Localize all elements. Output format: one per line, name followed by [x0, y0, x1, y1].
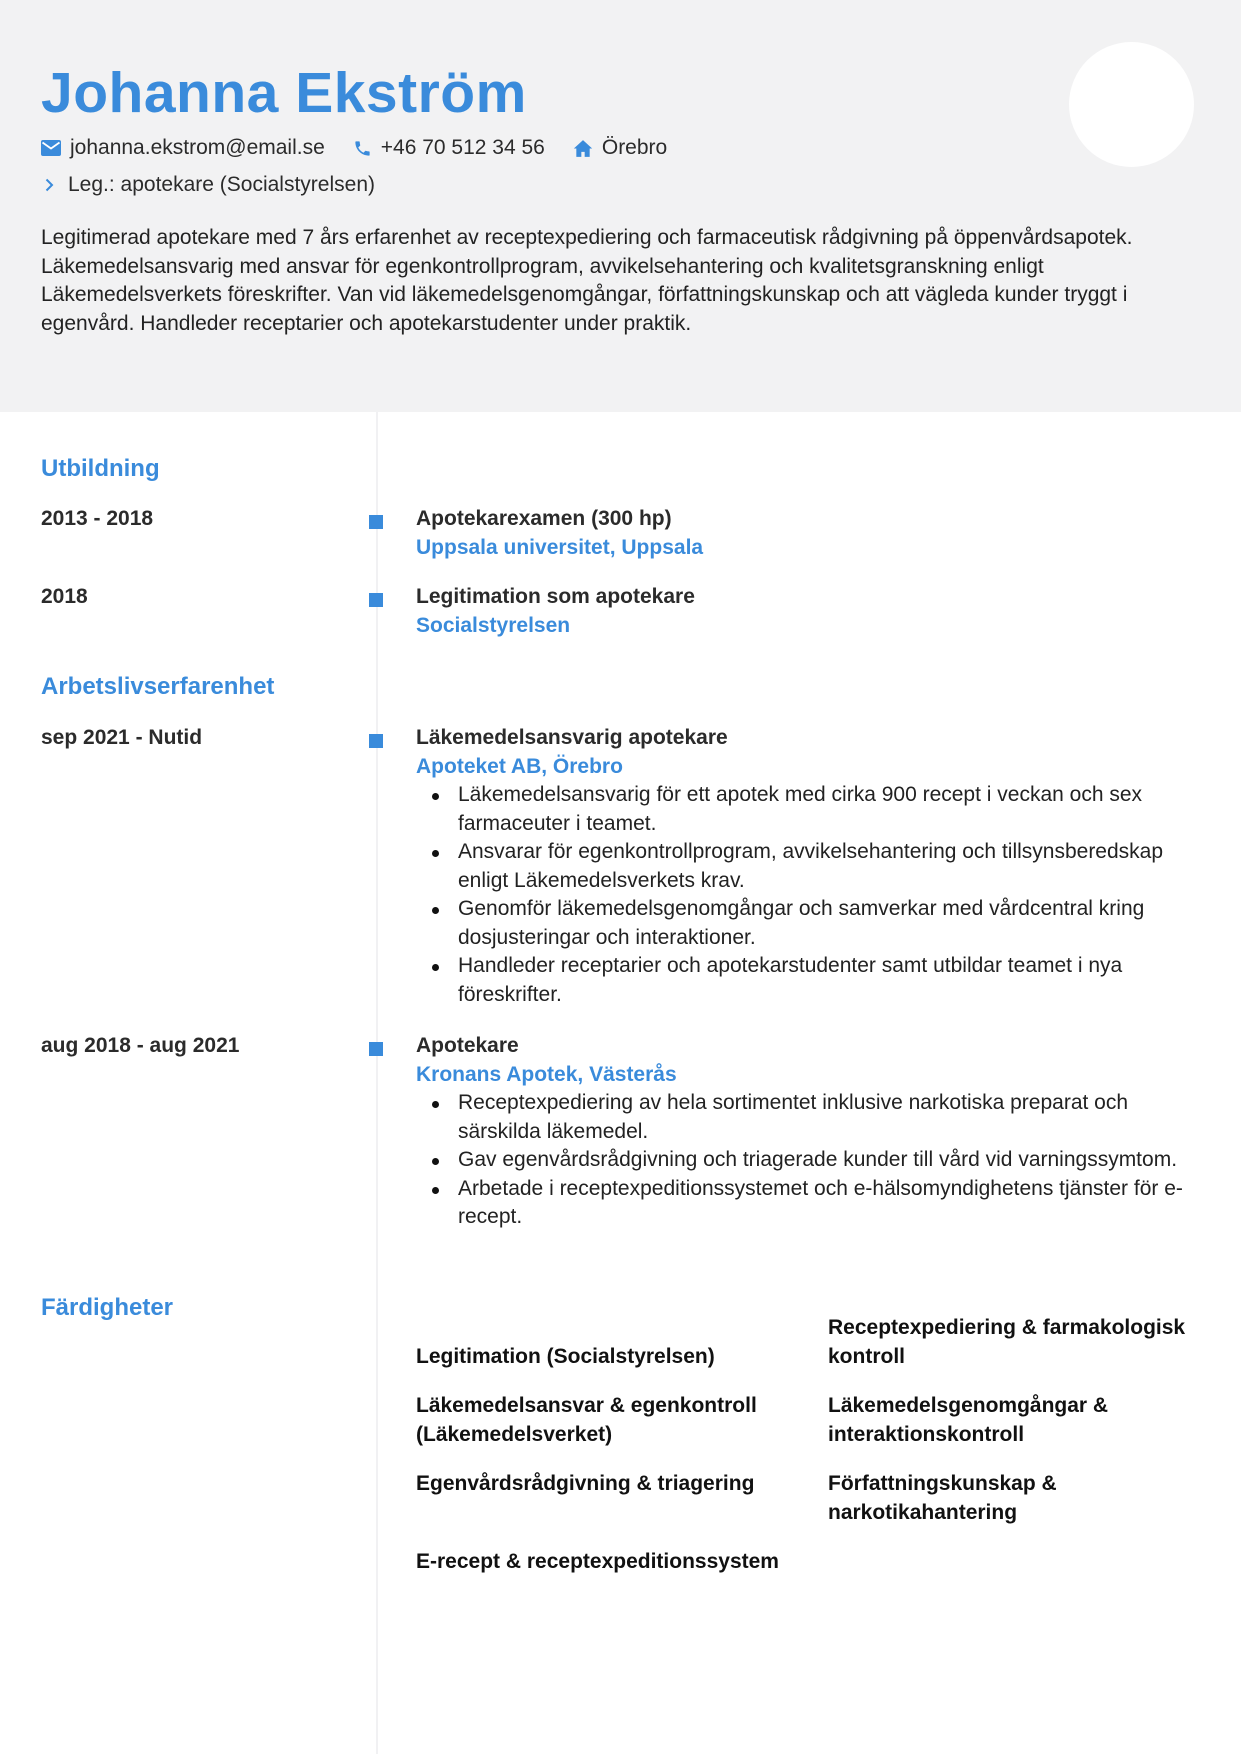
job-employer: Kronans Apotek, Västerås	[416, 1063, 677, 1086]
email-text: johanna.ekstrom@email.se	[70, 136, 325, 159]
skill-item: Läkemedelsgenomgångar & interaktionskontroll	[828, 1394, 1109, 1446]
license-text: Leg.: apotekare (Socialstyrelsen)	[68, 173, 375, 196]
home-icon	[573, 139, 593, 158]
candidate-name: Johanna Ekström	[41, 61, 527, 125]
contact-email[interactable]	[41, 136, 325, 160]
job-bullet: Arbetade i receptexpeditionssystemet och e-hälsomyndighetens tjänster för e-recept.	[416, 1175, 1196, 1232]
job-bullets	[416, 1089, 1196, 1232]
profile-summary: Legitimerad apotekare med 7 års erfarenhet av receptexpediering och farmaceutisk rådgivning på öppenvårdsapotek. Läkemedelsansvarig med ansvar för egenkontrollprogram, avvikelsehantering och kvalitetsgranskning enligt Läkemedelsverkets föreskrifter. Van vid läkemedelsgenomgångar, författningskunskap och att vägleda kunder tryggt i egenvård. Handleder receptarier och apotekarstudenter under praktik.	[41, 226, 1133, 336]
job-bullet: Ansvarar för egenkontrollprogram, avvikelsehantering och tillsynsberedskap enligt Läkemedelsverkets krav.	[416, 838, 1196, 895]
job-bullet: Genomför läkemedelsgenomgångar och samverkar med vårdcentral kring dosjusteringar och interaktioner.	[416, 895, 1196, 952]
education-school: Socialstyrelsen	[416, 614, 571, 637]
skill-item: Receptexpediering & farmakologisk kontroll	[828, 1316, 1186, 1368]
timeline-marker	[369, 593, 383, 607]
contact-row	[41, 133, 695, 163]
job-bullet: Handleder receptarier och apotekarstudenter samt utbildar teamet i nya föreskrifter.	[416, 952, 1196, 1009]
phone-icon	[353, 139, 372, 158]
contact-city	[573, 136, 667, 160]
education-date: 2013 - 2018	[41, 507, 154, 530]
education-degree: Apotekarexamen (300 hp)	[416, 507, 672, 530]
skill-item: Legitimation (Socialstyrelsen)	[416, 1345, 715, 1368]
skill-item: Egenvårdsrådgivning & triagering	[416, 1472, 755, 1495]
timeline-marker	[369, 734, 383, 748]
experience-date: sep 2021 - Nutid	[41, 726, 203, 749]
skills-heading: Färdigheter	[41, 1294, 174, 1321]
city-text: Örebro	[601, 136, 668, 159]
job-bullet: Receptexpediering av hela sortimentet inklusive narkotiska preparat och särskilda läkemedel.	[416, 1089, 1196, 1146]
email-icon	[41, 140, 61, 156]
experience-date: aug 2018 - aug 2021	[41, 1034, 240, 1057]
job-employer: Apoteket AB, Örebro	[416, 755, 623, 778]
job-bullet: Gav egenvårdsrådgivning och triagerade kunder till vård vid varningssymtom.	[416, 1146, 1196, 1175]
chevron-right-icon	[45, 178, 54, 192]
job-bullets	[416, 781, 1196, 1009]
phone-text: +46 70 512 34 56	[380, 136, 545, 159]
education-degree: Legitimation som apotekare	[416, 585, 695, 608]
experience-entry	[416, 723, 1196, 1009]
job-bullet: Läkemedelsansvarig för ett apotek med cirka 900 recept i veckan och sex farmaceuter i teamet.	[416, 781, 1196, 838]
timeline-marker	[369, 1042, 383, 1056]
license-row	[41, 170, 375, 200]
skill-item: E-recept & receptexpeditionssystem	[416, 1550, 779, 1573]
education-entry	[416, 582, 1196, 640]
job-title: Apotekare	[416, 1034, 519, 1057]
contact-phone[interactable]	[353, 136, 545, 160]
education-heading: Utbildning	[41, 455, 160, 482]
skill-item: Författningskunskap & narkotikahantering	[828, 1472, 1057, 1524]
education-school: Uppsala universitet, Uppsala	[416, 536, 704, 559]
timeline-divider	[376, 412, 378, 1754]
education-date: 2018	[41, 585, 88, 608]
education-entry	[416, 504, 1196, 562]
timeline-marker	[369, 515, 383, 529]
skill-item: Läkemedelsansvar & egenkontroll (Läkemedelsverket)	[416, 1394, 757, 1446]
job-title: Läkemedelsansvarig apotekare	[416, 726, 728, 749]
profile-photo	[1069, 42, 1194, 167]
experience-heading: Arbetslivserfarenhet	[41, 673, 275, 700]
header-band	[0, 0, 1241, 412]
experience-entry	[416, 1031, 1196, 1232]
